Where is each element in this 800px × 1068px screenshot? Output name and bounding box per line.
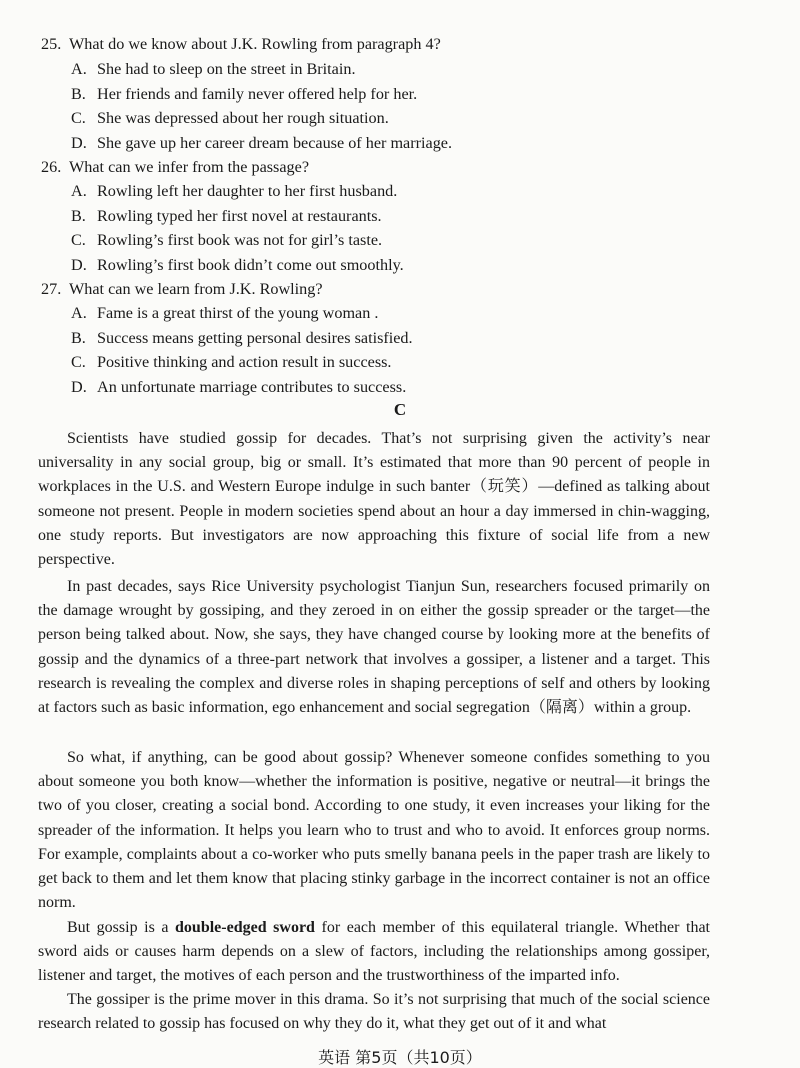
option-26-d	[71, 256, 404, 275]
passage-paragraph-5: The gossiper is the prime mover in this drama. So it’s not surprising that much of the social science research related to gossip has focused on why they do it, what they get out of it and what	[38, 991, 710, 1033]
option-label: A.	[71, 304, 87, 322]
option-label: D.	[71, 134, 87, 152]
option-label: D.	[71, 256, 87, 274]
question-text: What do we know about J.K. Rowling from paragraph 4?	[69, 35, 441, 53]
option-26-a	[71, 182, 397, 201]
option-label: C.	[71, 109, 86, 127]
option-text: Rowling’s first book was not for girl’s taste.	[97, 231, 383, 249]
passage-paragraph-4	[38, 916, 710, 989]
option-text: Fame is a great thirst of the young woman .	[97, 304, 379, 322]
option-26-c	[71, 231, 382, 250]
paragraph-text: But gossip is a	[67, 919, 176, 936]
option-26-b	[71, 207, 382, 226]
question-text: What can we infer from the passage?	[69, 158, 309, 176]
page-footer: 英语 第5页（共10页）	[318, 1048, 482, 1067]
option-label: C.	[71, 231, 86, 249]
question-number: 26.	[41, 158, 62, 176]
question-26	[41, 158, 309, 177]
paragraph-text: for each member of this equilateral triangle. Whether that sword aids or causes harm depends on a slew of factors, including the relationships among gossiper, listener and target, the motives of each person and the trustworthiness of the imparted info.	[38, 919, 710, 985]
question-text: What can we learn from J.K. Rowling?	[69, 280, 323, 298]
option-label: D.	[71, 378, 87, 396]
passage-paragraph-2: In past decades, says Rice University psychologist Tianjun Sun, researchers focused primarily on the damage wrought by gossiping, and they zeroed in on either the gossip spreader or the target—the person being talked about. Now, she says, they have changed course by looking more at the benefits of gossip and the dynamics of a three-part network that involves a gossiper, a listener and a target. This research is revealing the complex and diverse roles in shaping perceptions of self and others by looking at factors such as basic information, ego enhancement and social segregation（隔离）within a group.	[38, 578, 710, 717]
option-25-d	[71, 134, 452, 153]
option-27-a	[71, 304, 378, 323]
option-text: Success means getting personal desires satisfied.	[97, 329, 413, 347]
option-27-c	[71, 353, 391, 372]
option-27-b	[71, 329, 413, 348]
option-label: B.	[71, 207, 86, 225]
option-label: B.	[71, 85, 86, 103]
option-25-a	[71, 60, 356, 79]
option-27-d	[71, 378, 406, 397]
option-text: Positive thinking and action result in success.	[97, 353, 392, 371]
question-27	[41, 280, 323, 299]
option-text: Rowling left her daughter to her first husband.	[97, 182, 398, 200]
passage-paragraph-3: So what, if anything, can be good about gossip? Whenever someone confides something to you about someone you both know—whether the information is positive, negative or neutral—it brings the two of you closer, creating a social bond. According to one study, it even increases your liking for the spreader of the information. It helps you learn who to trust and who to avoid. It enforces group norms. For example, complaints about a co-worker who puts smelly banana peels in the paper trash are likely to get back to them and let them know that placing stinky garbage in the incorrect container is not an office norm.	[38, 749, 710, 912]
section-title: C	[393, 400, 407, 419]
option-text: An unfortunate marriage contributes to success.	[97, 378, 407, 396]
option-25-c	[71, 109, 389, 128]
option-text: Rowling’s first book didn’t come out smoothly.	[97, 256, 404, 274]
option-label: A.	[71, 182, 87, 200]
option-text: She gave up her career dream because of her marriage.	[97, 134, 453, 152]
bold-phrase: double-edged sword	[175, 919, 315, 936]
passage-paragraph-1: Scientists have studied gossip for decades. That’s not surprising given the activity’s near universality in any social group, big or small. It’s estimated that more than 90 percent of people in workplaces in the U.S. and Western Europe indulge in such banter（玩笑）—defined as talking about someone not present. People in modern societies spend about an hour a day immersed in chin-wagging, one study reports. But investigators are now approaching this fixture of social life from a new perspective.	[38, 430, 710, 569]
option-text: Her friends and family never offered help for her.	[97, 85, 418, 103]
option-text: She was depressed about her rough situation.	[97, 109, 389, 127]
option-label: A.	[71, 60, 87, 78]
option-text: Rowling typed her first novel at restaurants.	[97, 207, 382, 225]
option-label: C.	[71, 353, 86, 371]
option-label: B.	[71, 329, 86, 347]
option-text: She had to sleep on the street in Britain.	[97, 60, 356, 78]
question-number: 25.	[41, 35, 62, 53]
question-number: 27.	[41, 280, 62, 298]
option-25-b	[71, 85, 417, 104]
question-25	[41, 35, 441, 54]
